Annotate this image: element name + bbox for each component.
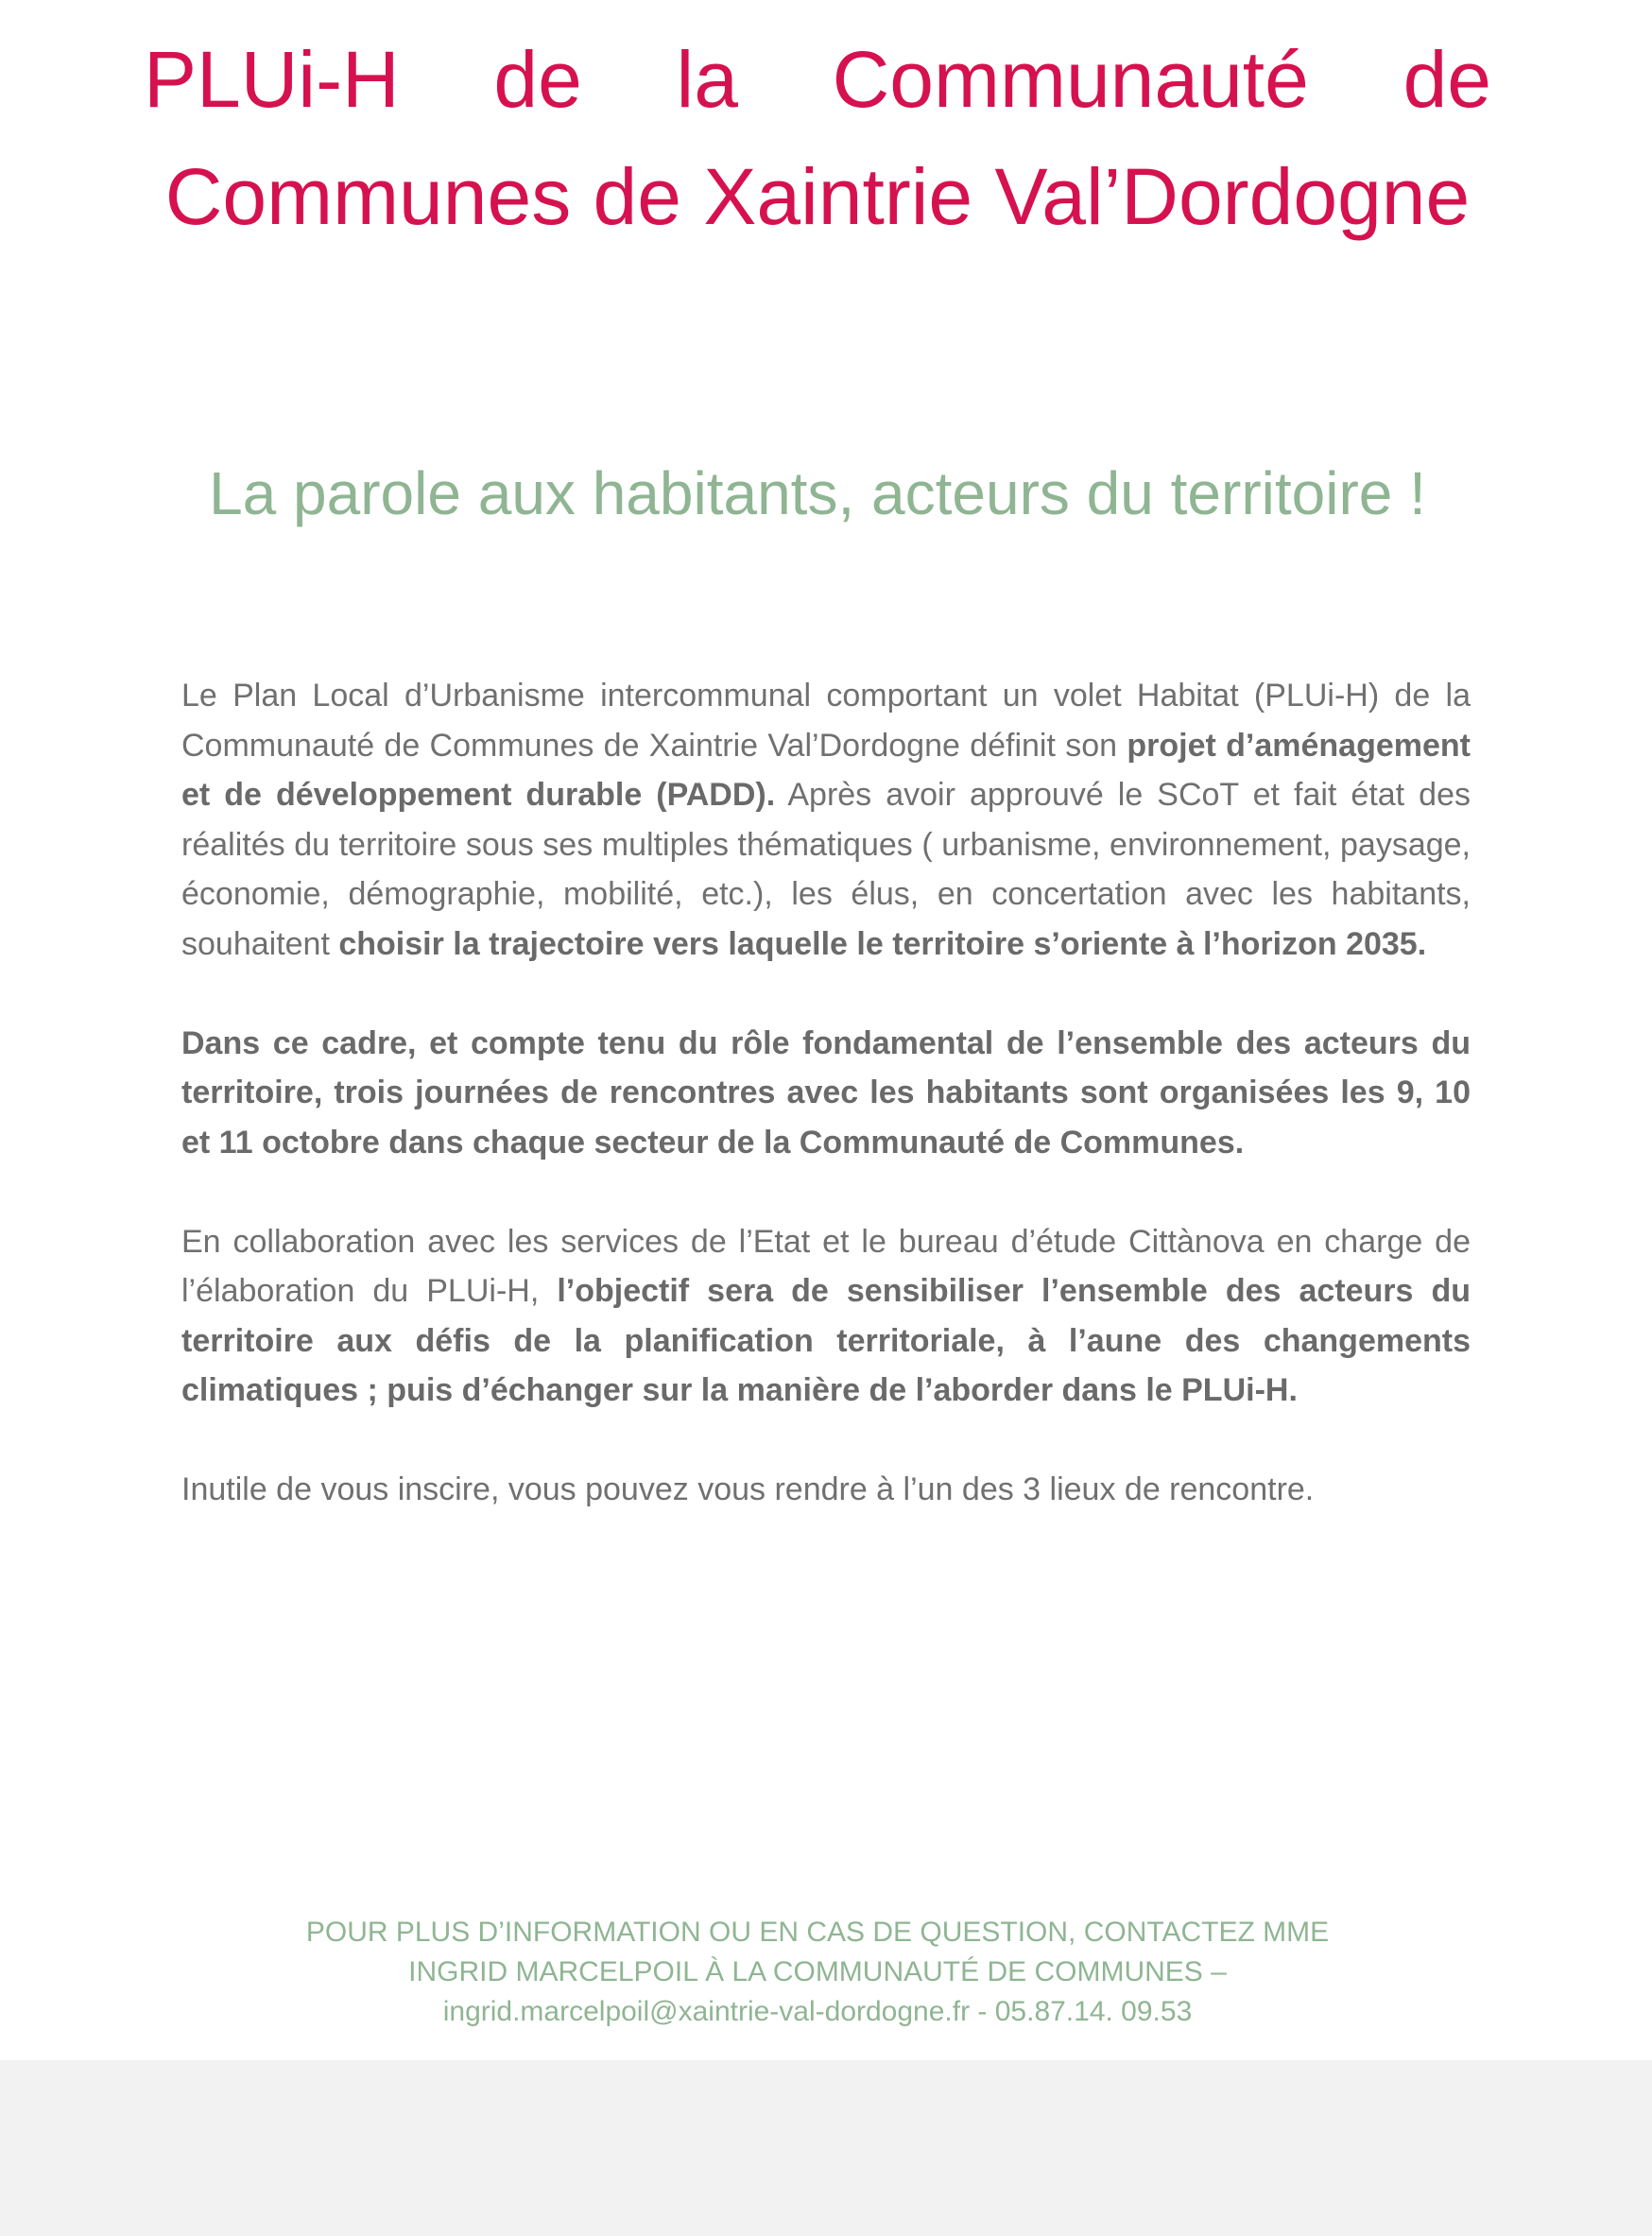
objective-paragraph bbox=[181, 1217, 1471, 1416]
footer-band bbox=[0, 2060, 1652, 2236]
contact-info bbox=[144, 1913, 1491, 2032]
contact-email-phone[interactable]: ingrid.marcelpoil@xaintrie-val-dordogne.fr - 05.87.14. 09.53 bbox=[442, 1996, 1193, 2027]
intro-text-1: Le Plan Local d’Urbanisme intercommunal comportant un volet Habitat (PLUi-H) de la Communauté de Communes de Xaintrie Val’Dordogne définit son bbox=[181, 678, 1471, 764]
contact-line-1: POUR PLUS D’INFORMATION OU EN CAS DE QUESTION, CONTACTEZ MME bbox=[305, 1917, 1330, 1948]
page-subtitle: La parole aux habitants, acteurs du territoire ! bbox=[209, 459, 1426, 527]
intro-text-2: Après avoir approuvé le SCoT et fait état des réalités du territoire sous ses multiples thématiques ( urbanisme, environnement, paysage, économie, démographie, mobilité, etc.), les élus, en concertation avec les habitants, souhaitent bbox=[181, 777, 1471, 962]
intro-paragraph bbox=[181, 671, 1471, 969]
meetings-paragraph: Dans ce cadre, et compte tenu du rôle fondamental de l’ensemble des acteurs du territoire, trois journées de rencontres avec les habitants sont organisées les 9, 10 et 11 octobre dans chaque secteur de la Communauté de Communes. bbox=[181, 1024, 1471, 1161]
registration-note: Inutile de vous inscire, vous pouvez vous rendre à l’un des 3 lieux de rencontre. bbox=[181, 1471, 1315, 1507]
objective-bold: l’objectif sera de sensibiliser l’ensemble des acteurs du territoire aux défis de la planification territoriale, à l’aune des changements climatiques ; puis d’échanger sur la manière de l’aborder dans le PLUi-H. bbox=[181, 1273, 1471, 1408]
contact-line-2: INGRID MARCELPOIL À LA COMMUNAUTÉ DE COMMUNES – bbox=[408, 1956, 1227, 1987]
body-text bbox=[181, 671, 1471, 1564]
objective-text: En collaboration avec les services de l’Etat et le bureau d’étude Cittànova en charge de l’élaboration du PLUi-H, bbox=[181, 1223, 1471, 1309]
page-title: PLUi-H de la Communauté de Communes de Xaintrie Val’Dordogne bbox=[144, 35, 1491, 241]
intro-bold-2: choisir la trajectoire vers laquelle le territoire s’oriente à l’horizon 2035. bbox=[338, 925, 1427, 962]
intro-bold-1: projet d’aménagement et de développement durable (PADD). bbox=[181, 727, 1471, 813]
